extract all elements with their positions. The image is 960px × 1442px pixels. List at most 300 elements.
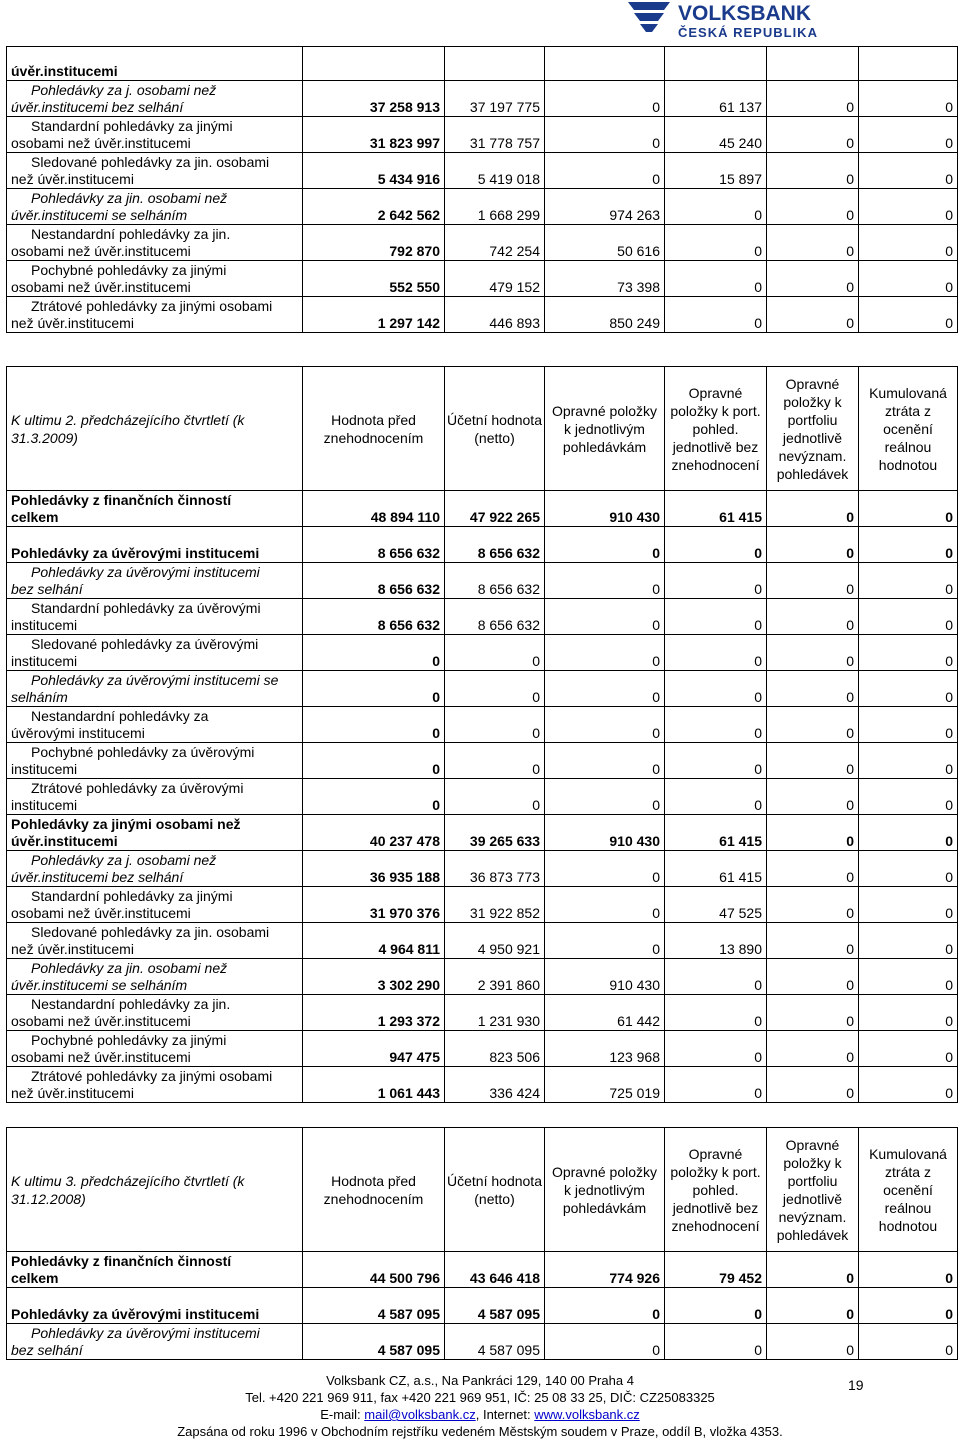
table-row [7, 297, 958, 333]
cell-value: 0 [859, 779, 958, 815]
cell-value: 0 [767, 1031, 859, 1067]
cell-value: 0 [665, 189, 767, 225]
cell-value: 0 [665, 671, 767, 707]
row-label-line1: Sledované pohledávky za jin. osobami [31, 924, 270, 940]
row-label-line1: Ztrátové pohledávky za jinými osobami [31, 298, 273, 314]
cell-value: 0 [303, 635, 445, 671]
cell-value: 910 430 [545, 959, 665, 995]
cell-value: 0 [545, 707, 665, 743]
row-label-line2: osobami než úvěr.institucemi [11, 905, 191, 921]
table-row [7, 1031, 958, 1067]
table-row [7, 995, 958, 1031]
row-label [7, 225, 303, 261]
table-row [7, 779, 958, 815]
cell-value: 45 240 [665, 117, 767, 153]
cell-value: 0 [859, 923, 958, 959]
cell-value: 0 [767, 189, 859, 225]
table-row [7, 923, 958, 959]
row-label-line1: Nestandardní pohledávky za jin. [31, 226, 231, 242]
cell-value: 850 249 [545, 297, 665, 333]
cell-value: 123 968 [545, 1031, 665, 1067]
cell-value: 446 893 [445, 297, 545, 333]
table-row [7, 815, 958, 851]
table-row [7, 491, 958, 527]
table-q2 [6, 366, 958, 1103]
table-row [7, 1252, 958, 1288]
cell-value: 0 [859, 1252, 958, 1288]
cell-value: 0 [859, 743, 958, 779]
cell-value: 0 [767, 671, 859, 707]
cell-value: 4 587 095 [445, 1324, 545, 1360]
cell-value: 0 [545, 81, 665, 117]
cell-value: 4 950 921 [445, 923, 545, 959]
cell-value: 4 587 095 [445, 1288, 545, 1324]
cell-value: 0 [859, 117, 958, 153]
cell-value: 8 656 632 [303, 527, 445, 563]
row-label-line2: než úvěr.institucemi [11, 315, 134, 331]
row-label [7, 743, 303, 779]
cell-value: 2 391 860 [445, 959, 545, 995]
cell-value: 0 [767, 225, 859, 261]
page-number: 19 [848, 1377, 864, 1393]
email-link[interactable]: mail@volksbank.cz [364, 1407, 476, 1422]
row-label-line1: Pohledávky za j. osobami než [31, 82, 217, 98]
row-label-line2: než úvěr.institucemi [11, 941, 134, 957]
cell-value: 37 197 775 [445, 81, 545, 117]
row-label-line1: Pohledávky z finančních činností [11, 1253, 232, 1269]
cell-value: 13 890 [665, 923, 767, 959]
cell-value: 0 [303, 743, 445, 779]
row-label-line2: úvěr.institucemi se selháním [11, 207, 188, 223]
table-row [7, 527, 958, 563]
row-label [7, 959, 303, 995]
cell-value: 0 [303, 707, 445, 743]
cell-value: 0 [665, 635, 767, 671]
row-label-line2: osobami než úvěr.institucemi [11, 243, 191, 259]
cell-value: 0 [767, 1252, 859, 1288]
cell-value: 8 656 632 [445, 527, 545, 563]
cell-value: 0 [545, 779, 665, 815]
row-label-line2: úvěrovými institucemi [11, 725, 145, 741]
table-row [7, 671, 958, 707]
header-hodnota: Hodnota před znehodnocením [303, 1128, 445, 1252]
row-label [7, 261, 303, 297]
cell-value: 1 231 930 [445, 995, 545, 1031]
row-label [7, 995, 303, 1031]
cell-value: 73 398 [545, 261, 665, 297]
header-kumulovana: Kumulovaná ztráta z ocenění reálnou hodnotou [859, 367, 958, 491]
row-label-line2: úvěr.institucemi bez selhání [11, 99, 184, 115]
table-row [7, 851, 958, 887]
row-label-line1: Ztrátové pohledávky za jinými osobami [31, 1068, 273, 1084]
cell-value: 1 297 142 [303, 297, 445, 333]
cell-value: 0 [545, 923, 665, 959]
cell-value: 0 [545, 527, 665, 563]
cell-value: 4 964 811 [303, 923, 445, 959]
row-label [7, 527, 303, 563]
cell-value: 0 [545, 851, 665, 887]
row-label-line2: selháním [11, 689, 68, 705]
cell-value: 0 [767, 261, 859, 297]
cell-value: 0 [859, 1067, 958, 1103]
row-label-line1: Pohledávky za j. osobami než [31, 852, 217, 868]
website-link[interactable]: www.volksbank.cz [534, 1407, 640, 1422]
cell-value: 0 [859, 153, 958, 189]
cell-value: 31 823 997 [303, 117, 445, 153]
row-label [7, 923, 303, 959]
footer-email-label: E-mail: [320, 1407, 365, 1422]
brand-subtitle: ČESKÁ REPUBLIKA [678, 25, 818, 40]
row-label-line1: Pochybné pohledávky za jinými [31, 1032, 227, 1048]
cell-value: 0 [767, 743, 859, 779]
cell-value: 0 [545, 1324, 665, 1360]
row-label-line1: Pochybné pohledávky za úvěrovými [31, 744, 255, 760]
cell-value: 61 415 [665, 851, 767, 887]
cell-value: 0 [767, 1288, 859, 1324]
cell-value: 0 [767, 153, 859, 189]
cell-value: 823 506 [445, 1031, 545, 1067]
cell-value: 0 [545, 1288, 665, 1324]
header-op-port: Opravné položky k port. pohled. jednotlivě bez znehodnocení [665, 367, 767, 491]
cell-value: 0 [767, 1067, 859, 1103]
cell-value: 0 [859, 887, 958, 923]
cell-value: 31 922 852 [445, 887, 545, 923]
footer-contacts: Tel. +420 221 969 911, fax +420 221 969 951, IČ: 25 08 33 25, DIČ: CZ25083325 [245, 1390, 715, 1405]
table-row [7, 117, 958, 153]
cell-value: 792 870 [303, 225, 445, 261]
row-label-line2: osobami než úvěr.institucemi [11, 1013, 191, 1029]
row-label-line2: institucemi [11, 617, 78, 633]
cell-value: 0 [859, 959, 958, 995]
row-label-line1: Pochybné pohledávky za jinými [31, 262, 227, 278]
row-label-line2: osobami než úvěr.institucemi [11, 1049, 191, 1065]
cell-value: 0 [445, 743, 545, 779]
cell-value: 0 [545, 671, 665, 707]
cell-value: 0 [767, 923, 859, 959]
row-label-line2: osobami než úvěr.institucemi [11, 135, 191, 151]
cell-value: 0 [767, 1324, 859, 1360]
row-label-line1: Ztrátové pohledávky za úvěrovými [31, 780, 244, 796]
row-label [7, 563, 303, 599]
footer-registration: Zapsána od roku 1996 v Obchodním rejstříku vedeném Městským soudem v Praze, oddíl B, vložka 4353. [177, 1424, 783, 1439]
cell-value: 774 926 [545, 1252, 665, 1288]
row-label [7, 707, 303, 743]
table-row [7, 261, 958, 297]
row-label-line2: úvěr.institucemi bez selhání [11, 869, 184, 885]
cell-value: 0 [767, 297, 859, 333]
row-label [7, 599, 303, 635]
table-row [7, 1324, 958, 1360]
cell-value: 0 [859, 995, 958, 1031]
row-label-line1: Nestandardní pohledávky za [31, 708, 209, 724]
row-label [7, 635, 303, 671]
cell-value: 0 [767, 779, 859, 815]
row-label [7, 1031, 303, 1067]
cell-value: 47 525 [665, 887, 767, 923]
cell-value: 8 656 632 [303, 563, 445, 599]
row-label-line2: institucemi [11, 653, 78, 669]
cell-value: 4 587 095 [303, 1288, 445, 1324]
cell-value: 0 [665, 225, 767, 261]
row-label-line2: osobami než úvěr.institucemi [11, 279, 191, 295]
cell-value: 0 [859, 81, 958, 117]
cell-value: 0 [665, 779, 767, 815]
cell-value: 15 897 [665, 153, 767, 189]
cell-value: 31 970 376 [303, 887, 445, 923]
row-label-line1: Pohledávky z finančních činností [11, 492, 232, 508]
cell-value: 0 [665, 959, 767, 995]
cell-value: 61 415 [665, 491, 767, 527]
cell-value: 0 [303, 779, 445, 815]
cell-value: 5 434 916 [303, 153, 445, 189]
cell-value: 0 [767, 851, 859, 887]
header-op-port: Opravné položky k port. pohled. jednotlivě bez znehodnocení [665, 1128, 767, 1252]
cell-value: 0 [767, 599, 859, 635]
cell-value: 0 [445, 635, 545, 671]
cell-value: 0 [665, 527, 767, 563]
cell-value: 8 656 632 [303, 599, 445, 635]
cell-value: 0 [665, 563, 767, 599]
header-op-portfoliu: Opravné položky k portfoliu jednotlivě nevýznam. pohledávek [767, 367, 859, 491]
row-label [7, 671, 303, 707]
cell-value: 947 475 [303, 1031, 445, 1067]
cell-value: 0 [767, 491, 859, 527]
table-row [7, 887, 958, 923]
cell-value: 0 [767, 635, 859, 671]
cell-value: 39 265 633 [445, 815, 545, 851]
cell-value: 48 894 110 [303, 491, 445, 527]
table-row [7, 1288, 958, 1324]
row-label-line1: Pohledávky za úvěrovými institucemi se [31, 672, 279, 688]
header-kumulovana: Kumulovaná ztráta z ocenění reálnou hodnotou [859, 1128, 958, 1252]
table-row [7, 635, 958, 671]
cell-value: 0 [859, 1288, 958, 1324]
footer-web-line [0, 1406, 960, 1423]
cell-value: 0 [859, 707, 958, 743]
cell-value: 0 [767, 81, 859, 117]
table-q3 [6, 1127, 958, 1360]
cell-value: 47 922 265 [445, 491, 545, 527]
cell-value: 79 452 [665, 1252, 767, 1288]
cell-value: 8 656 632 [445, 599, 545, 635]
cell-value: 61 415 [665, 815, 767, 851]
row-label [7, 153, 303, 189]
cell-value: 0 [665, 1288, 767, 1324]
cell-value: 0 [445, 707, 545, 743]
cell-value: 0 [767, 887, 859, 923]
header-op-jednotlive: Opravné položky k jednotlivým pohledávkám [545, 367, 665, 491]
cell-value: 0 [859, 599, 958, 635]
cell-value: 0 [665, 261, 767, 297]
table-row [7, 225, 958, 261]
cell-value: 1 293 372 [303, 995, 445, 1031]
row-label-line2: institucemi [11, 761, 78, 777]
row-label [7, 779, 303, 815]
row-label-line2: úvěr.institucemi se selháním [11, 977, 188, 993]
row-label [7, 81, 303, 117]
cell-value: 0 [665, 297, 767, 333]
footer-address: Volksbank CZ, a.s., Na Pankráci 129, 140 00 Praha 4 [326, 1373, 634, 1388]
cell-value: 910 430 [545, 491, 665, 527]
cell-value: 43 646 418 [445, 1252, 545, 1288]
cell-value: 0 [545, 563, 665, 599]
row-label-line2: než úvěr.institucemi [11, 171, 134, 187]
row-label [7, 851, 303, 887]
table-row [7, 959, 958, 995]
cell-value: 0 [859, 189, 958, 225]
cell-value: 0 [767, 527, 859, 563]
table-row [7, 707, 958, 743]
table-row [7, 563, 958, 599]
row-label-line2: institucemi [11, 797, 78, 813]
cell-value: 0 [859, 851, 958, 887]
cell-value: 0 [545, 117, 665, 153]
cell-value: 2 642 562 [303, 189, 445, 225]
cell-value: 0 [545, 153, 665, 189]
row-label-line2: Pohledávky za úvěrovými institucemi [11, 1306, 260, 1322]
cell-value: 0 [545, 743, 665, 779]
cell-value: 0 [665, 995, 767, 1031]
row-label-line1: Pohledávky za úvěrovými institucemi [31, 564, 260, 580]
cell-value: 36 873 773 [445, 851, 545, 887]
header-op-portfoliu: Opravné položky k portfoliu jednotlivě nevýznam. pohledávek [767, 1128, 859, 1252]
row-label-line1: Standardní pohledávky za úvěrovými [31, 600, 261, 616]
header-hodnota: Hodnota před znehodnocením [303, 367, 445, 491]
cell-value: 0 [767, 563, 859, 599]
cell-value: 0 [859, 491, 958, 527]
cell-value: 910 430 [545, 815, 665, 851]
row-label [7, 1288, 303, 1324]
row-label-line1: Pohledávky za úvěrovými institucemi [31, 1325, 260, 1341]
cell-value: 0 [665, 1324, 767, 1360]
cell-value: 552 550 [303, 261, 445, 297]
cell-value: 0 [859, 261, 958, 297]
row-label [7, 815, 303, 851]
volksbank-logo [620, 0, 960, 42]
cell-value: 0 [665, 743, 767, 779]
cell-value: 0 [545, 887, 665, 923]
cell-value: 0 [665, 1031, 767, 1067]
cell-value: 36 935 188 [303, 851, 445, 887]
top-fragment: úvěr.institucemi [7, 47, 303, 81]
header-ucetni: Účetní hodnota (netto) [445, 1128, 545, 1252]
row-label [7, 887, 303, 923]
cell-value: 974 263 [545, 189, 665, 225]
cell-value: 3 302 290 [303, 959, 445, 995]
cell-value: 742 254 [445, 225, 545, 261]
row-label-line1: Pohledávky za jin. osobami než [31, 960, 228, 976]
cell-value: 4 587 095 [303, 1324, 445, 1360]
cell-value: 40 237 478 [303, 815, 445, 851]
row-label [7, 1252, 303, 1288]
cell-value: 0 [859, 815, 958, 851]
row-label-line2: bez selhání [11, 1342, 83, 1358]
cell-value: 0 [767, 117, 859, 153]
table-row [7, 153, 958, 189]
row-label [7, 1067, 303, 1103]
footer-web-label: , Internet: [475, 1407, 535, 1422]
cell-value: 0 [859, 671, 958, 707]
cell-value: 0 [665, 599, 767, 635]
cell-value: 725 019 [545, 1067, 665, 1103]
row-label-line1: Standardní pohledávky za jinými [31, 118, 233, 134]
table-row [7, 1067, 958, 1103]
row-label [7, 491, 303, 527]
cell-value: 1 061 443 [303, 1067, 445, 1103]
row-label-line1: Sledované pohledávky za úvěrovými [31, 636, 259, 652]
row-label [7, 189, 303, 225]
row-label-line1: Standardní pohledávky za jinými [31, 888, 233, 904]
cell-value: 61 137 [665, 81, 767, 117]
row-label-line2: celkem [11, 509, 59, 525]
cell-value: 0 [545, 599, 665, 635]
cell-value: 1 668 299 [445, 189, 545, 225]
table-continuation [6, 46, 958, 333]
cell-value: 0 [859, 635, 958, 671]
cell-value: 0 [767, 959, 859, 995]
cell-value: 50 616 [545, 225, 665, 261]
cell-value: 0 [767, 707, 859, 743]
row-label-line1: Sledované pohledávky za jin. osobami [31, 154, 270, 170]
row-label [7, 297, 303, 333]
header-op-jednotlive: Opravné položky k jednotlivým pohledávkám [545, 1128, 665, 1252]
cell-value: 0 [859, 297, 958, 333]
table-row [7, 189, 958, 225]
cell-value: 0 [445, 671, 545, 707]
cell-value: 336 424 [445, 1067, 545, 1103]
cell-value: 0 [859, 563, 958, 599]
cell-value: 5 419 018 [445, 153, 545, 189]
row-label-line1: Pohledávky za jinými osobami než [11, 816, 241, 832]
table3-title: K ultimu 3. předcházejícího čtvrtletí (k 31.12.2008) [7, 1128, 303, 1252]
cell-value: 0 [545, 635, 665, 671]
cell-value: 0 [767, 815, 859, 851]
row-label-line2: celkem [11, 1270, 59, 1286]
cell-value: 44 500 796 [303, 1252, 445, 1288]
cell-value: 0 [859, 1324, 958, 1360]
row-label-line1: Nestandardní pohledávky za jin. [31, 996, 231, 1012]
row-label [7, 1324, 303, 1360]
header-ucetni: Účetní hodnota (netto) [445, 367, 545, 491]
brand-name: VOLKSBANK [678, 2, 812, 25]
row-label-line2: Pohledávky za úvěrovými institucemi [11, 545, 260, 561]
cell-value: 61 442 [545, 995, 665, 1031]
cell-value: 0 [859, 1031, 958, 1067]
cell-value: 0 [665, 707, 767, 743]
cell-value: 0 [445, 779, 545, 815]
row-label-line2: než úvěr.institucemi [11, 1085, 134, 1101]
footer [0, 1372, 960, 1440]
table-row [7, 81, 958, 117]
cell-value: 479 152 [445, 261, 545, 297]
cell-value: 0 [303, 671, 445, 707]
table-row [7, 743, 958, 779]
volksbank-logo-icon [620, 0, 960, 42]
cell-value: 0 [859, 225, 958, 261]
cell-value: 31 778 757 [445, 117, 545, 153]
cell-value: 0 [767, 995, 859, 1031]
cell-value: 37 258 913 [303, 81, 445, 117]
table-row [7, 599, 958, 635]
row-label-line1: Pohledávky za jin. osobami než [31, 190, 228, 206]
cell-value: 0 [859, 527, 958, 563]
table2-title: K ultimu 2. předcházejícího čtvrtletí (k 31.3.2009) [7, 367, 303, 491]
row-label-line2: úvěr.institucemi [11, 833, 118, 849]
cell-value: 8 656 632 [445, 563, 545, 599]
row-label [7, 117, 303, 153]
row-label-line2: bez selhání [11, 581, 83, 597]
cell-value: 0 [665, 1067, 767, 1103]
